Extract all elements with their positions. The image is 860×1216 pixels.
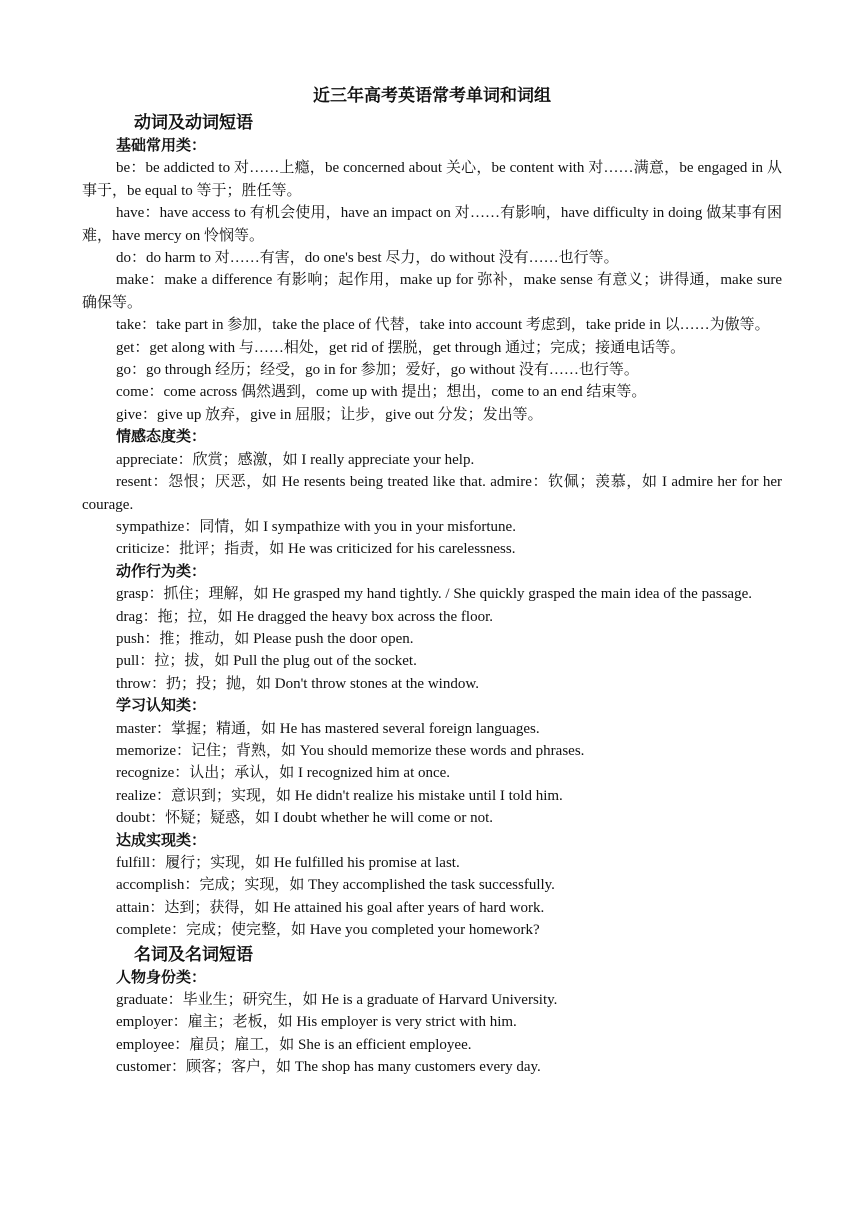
entry-paragraph: employer：雇主；老板，如 His employer is very strict with him. [116, 1014, 517, 1031]
entry-paragraph: be：be addicted to 对……上瘾，be concerned about 关心，be content with 对……满意，be engaged in 从事于，be equal to 等于；胜任等。 [82, 160, 782, 199]
entry-paragraph: realize：意识到；实现，如 He didn't realize his mistake until I told him. [116, 787, 563, 804]
subsection-label: 达成实现类： [116, 832, 207, 849]
entry-paragraph: customer：顾客；客户，如 The shop has many customers every day. [116, 1059, 541, 1076]
subsection-label: 情感态度类： [116, 429, 207, 446]
entry-paragraph: do：do harm to 对……有害，do one's best 尽力，do without 没有……也行等。 [116, 250, 619, 267]
entry-paragraph: push：推；推动，如 Please push the door open. [116, 630, 414, 647]
entry-paragraph: throw：扔；投；抛，如 Don't throw stones at the window. [116, 675, 479, 692]
entry-paragraph: criticize：批评；指责，如 He was criticized for his carelessness. [116, 541, 516, 558]
entry-paragraph: recognize：认出；承认，如 I recognized him at once. [116, 765, 451, 782]
entry-paragraph: employee：雇员；雇工，如 She is an efficient employee. [116, 1036, 472, 1053]
entry-paragraph: memorize：记住；背熟，如 You should memorize these words and phrases. [116, 742, 585, 759]
entry-paragraph: grasp：抓住；理解，如 He grasped my hand tightly. / She quickly grasped the main idea of the passage. [116, 586, 752, 603]
section-heading: 名词及名词短语 [134, 944, 253, 964]
entry-paragraph: fulfill：履行；实现，如 He fulfilled his promise at last. [116, 855, 460, 871]
entry-paragraph: have：have access to 有机会使用，have an impact on 对……有影响，have difficulty in doing 做某事有困难，have mercy on 怜悯等。 [82, 205, 782, 244]
subsection-label: 学习认知类： [116, 698, 207, 715]
entry-paragraph: drag：拖；拉，如 He dragged the heavy box across the floor. [116, 608, 493, 625]
entry-paragraph: resent：怨恨；厌恶，如 He resents being treated like that. admire：钦佩；羡慕，如 I admire her for her courage. [82, 474, 782, 513]
entry-paragraph: master：掌握；精通，如 He has mastered several foreign languages. [116, 720, 540, 737]
entry-paragraph: go：go through 经历；经受，go in for 参加；爱好，go without 没有……也行等。 [116, 362, 639, 379]
subsection-label: 基础常用类： [116, 138, 207, 154]
entry-paragraph: complete：完成；使完整，如 Have you completed your homework? [116, 922, 540, 939]
entry-paragraph: sympathize：同情，如 I sympathize with you in your misfortune. [116, 518, 516, 535]
entry-paragraph: attain：达到；获得，如 He attained his goal after years of hard work. [116, 899, 545, 916]
document-body [82, 110, 782, 1079]
section-heading: 动词及动词短语 [134, 113, 253, 132]
entry-paragraph: take：take part in 参加，take the place of 代替，take into account 考虑到，take pride in 以……为傲等。 [116, 317, 770, 334]
subsection-label: 人物身份类： [116, 969, 207, 986]
document-page [82, 84, 782, 1079]
entry-paragraph: appreciate：欣赏；感激，如 I really appreciate your help. [116, 451, 475, 468]
subsection-label: 动作行为类： [116, 563, 207, 580]
document-title: 近三年高考英语常考单词和词组 [313, 86, 551, 105]
entry-paragraph: doubt：怀疑；疑惑，如 I doubt whether he will come or not. [116, 810, 494, 827]
entry-paragraph: pull：拉；拔，如 Pull the plug out of the socket. [116, 653, 417, 670]
entry-paragraph: graduate：毕业生；研究生，如 He is a graduate of Harvard University. [116, 992, 558, 1009]
entry-paragraph: give：give up 放弃，give in 屈服；让步，give out 分发；发出等。 [116, 406, 543, 423]
entry-paragraph: accomplish：完成；实现，如 They accomplished the task successfully. [116, 877, 555, 894]
entry-paragraph: make：make a difference 有影响；起作用，make up for 弥补，make sense 有意义；讲得通，make sure 确保等。 [82, 272, 782, 311]
entry-paragraph: get：get along with 与……相处，get rid of 摆脱，get through 通过；完成；接通电话等。 [116, 339, 686, 356]
entry-paragraph: come：come across 偶然遇到，come up with 提出；想出，come to an end 结束等。 [116, 384, 647, 401]
